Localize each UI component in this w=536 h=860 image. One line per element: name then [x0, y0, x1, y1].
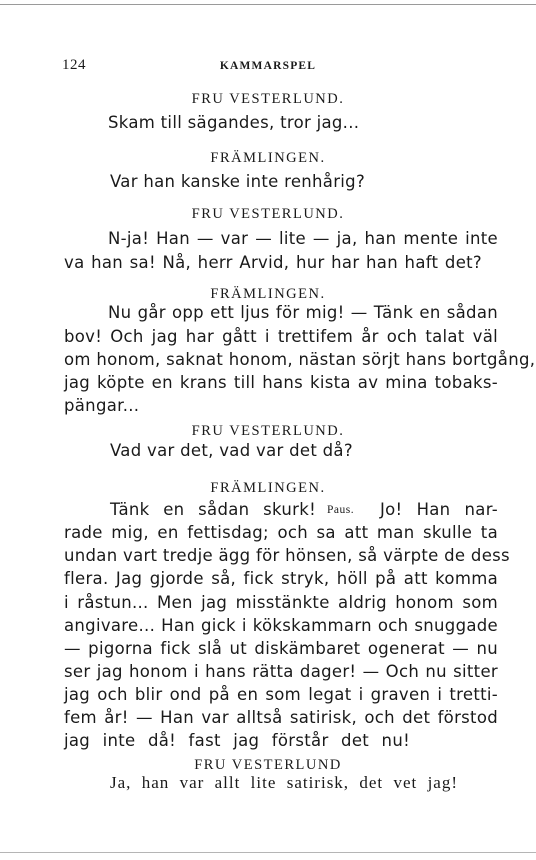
- running-head: KAMMARSPEL: [219, 60, 317, 72]
- dialogue-line: om honom, saknat honom, nästan sörjt hans bortgång,: [64, 350, 536, 369]
- dialogue-line: i råstun... Men jag misstänkte aldrig honom som: [64, 593, 498, 612]
- speaker-name: FRÄMLINGEN.: [210, 150, 326, 166]
- dialogue-line: flera. Jag gjorde så, fick stryk, höll på att komma: [64, 569, 498, 588]
- dialogue-line: Jo! Han nar-: [380, 500, 498, 519]
- dialogue-line: — pigorna fick slå ut diskämbaret ogenerat — nu: [64, 639, 498, 658]
- page-number: 124: [62, 57, 86, 73]
- dialogue-line: Ja, han var allt lite satirisk, det vet jag!: [110, 773, 458, 792]
- bottom-rule: [0, 852, 536, 853]
- dialogue-line: Nu går opp ett ljus för mig! — Tänk en sådan: [108, 303, 498, 322]
- dialogue-line: rade mig, en fettisdag; och sa att man skulle ta: [64, 523, 498, 542]
- dialogue-line: Skam till sägandes, tror jag...: [108, 113, 360, 132]
- speaker-name: FRÄMLINGEN.: [210, 480, 326, 496]
- dialogue-line: fem år! — Han var alltså satirisk, och det förstod: [64, 708, 498, 727]
- dialogue-line: undan vart tredje ägg för hönsen, så värpte de dess: [64, 546, 510, 565]
- dialogue-line: Vad var det, vad var det då?: [110, 441, 353, 460]
- dialogue-line: jag köpte en krans till hans kista av mina tobaks-: [64, 373, 498, 392]
- dialogue-line: jag inte då! fast jag förstår det nu!: [64, 731, 410, 750]
- dialogue-line: bov! Och jag har gått i trettifem år och talat väl: [64, 327, 498, 346]
- speaker-name: FRU VESTERLUND.: [191, 91, 345, 107]
- speaker-name: FRÄMLINGEN.: [210, 286, 326, 302]
- dialogue-line: jag och blir ond på en som legat i graven i tretti-: [64, 685, 498, 704]
- speaker-name: FRU VESTERLUND: [194, 757, 342, 773]
- dialogue-line: Var han kanske inte renhårig?: [110, 172, 366, 191]
- speaker-name: FRU VESTERLUND.: [191, 206, 345, 222]
- dialogue-line: angivare... Han gick i kökskammarn och snuggade: [64, 616, 498, 635]
- dialogue-line: va han sa! Nå, herr Arvid, hur har han haft det?: [64, 253, 482, 272]
- dialogue-line: N-ja! Han — var — lite — ja, han mente inte: [108, 229, 498, 248]
- dialogue-line: ser jag honom i hans rätta dager! — Och nu sitter: [64, 662, 498, 681]
- dialogue-line: pängar...: [64, 396, 140, 415]
- speaker-name: FRU VESTERLUND.: [191, 423, 345, 439]
- stage-direction: Paus.: [327, 504, 355, 516]
- dialogue-line: Tänk en sådan skurk!: [110, 500, 316, 519]
